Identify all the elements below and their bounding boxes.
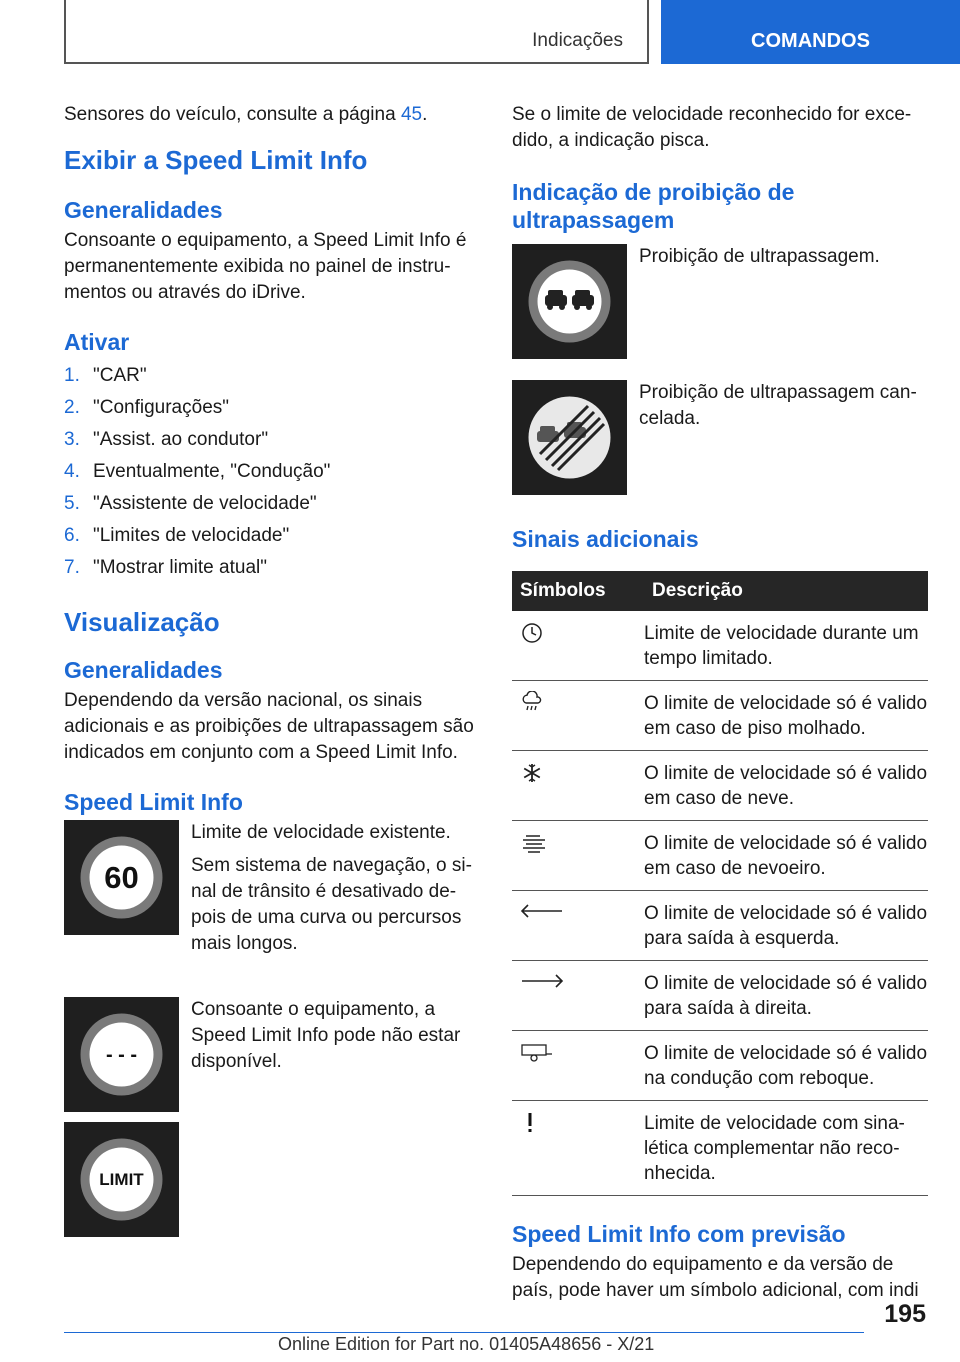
symbol-cell (512, 681, 644, 751)
fig2-text-1: Consoante o equipamento, a Speed Limit Info pode não estar disponível. (191, 999, 461, 1072)
step-text: "Assistente de velocidade" (93, 493, 317, 514)
step-item (64, 456, 478, 488)
symbol-cell (512, 891, 644, 961)
page-number: 195 (884, 1300, 926, 1328)
overtaking-ban-image (512, 244, 627, 359)
intro-end: . (422, 104, 428, 125)
description-cell: Limite de velocidade com sinalética complementar não reconhecida. (644, 1101, 928, 1196)
symbol-cell (512, 1101, 644, 1196)
table-row (512, 611, 928, 681)
col-description-header: Descrição (644, 571, 928, 611)
figure-row-overtake (512, 244, 928, 359)
sign-60-label: 60 (104, 860, 139, 895)
step-number: 6. (64, 525, 80, 546)
header-section-title: Indicações (532, 30, 623, 51)
step-text: "Assist. ao condutor" (93, 429, 269, 450)
overtake-text: Proibição de ultrapassagem. (639, 246, 880, 267)
symbol-cell (512, 821, 644, 891)
arrow-left-icon (520, 901, 564, 921)
general-1-text: Consoante o equipamento, a Speed Limit Info é permanentemente exibida no painel de instrumentos ou através do iDrive. (64, 230, 467, 303)
heading-speed-limit-info: Speed Limit Info (64, 789, 243, 815)
step-item (64, 488, 478, 520)
right-column (512, 102, 928, 1304)
table-row (512, 1031, 928, 1101)
description-cell: O limite de velocidade só é valido em caso de piso molhado. (644, 681, 928, 751)
step-number: 4. (64, 461, 80, 482)
table-row (512, 891, 928, 961)
arrow-right-icon (520, 971, 564, 991)
step-text: "Configurações" (93, 397, 230, 418)
figure-row-overtake-cancel (512, 380, 928, 495)
heading-additional-signs: Sinais adicionais (512, 526, 699, 552)
table-header-row (512, 571, 928, 611)
table-row (512, 681, 928, 751)
heading-view: Visualização (64, 607, 220, 637)
sign-stack (64, 997, 179, 1237)
snowflake-icon (520, 761, 544, 785)
table-row (512, 1101, 928, 1196)
step-number: 1. (64, 365, 80, 386)
step-text: "CAR" (93, 365, 147, 386)
figure-row-60 (64, 820, 478, 957)
description-cell: O limite de velocidade só é valido para saída à esquerda. (644, 891, 928, 961)
step-item (64, 552, 478, 584)
overtaking-ban-cancel-image (512, 380, 627, 495)
table-row (512, 961, 928, 1031)
symbol-cell (512, 961, 644, 1031)
description-cell: O limite de velocidade só é valido em caso de nevoeiro. (644, 821, 928, 891)
step-number: 7. (64, 557, 80, 578)
figure-60-caption (179, 820, 478, 957)
footer-edition: Online Edition for Part no. 01405A48656 - X/21 (278, 1334, 655, 1354)
trailer-icon (520, 1041, 554, 1065)
exclamation-icon (520, 1111, 540, 1135)
speed-sign-dash-icon (64, 997, 179, 1112)
header-section-box (64, 0, 649, 64)
description-cell: O limite de velocidade só é valido na condução com reboque. (644, 1031, 928, 1101)
clock-icon (520, 621, 544, 645)
overtake-caption (627, 244, 880, 359)
step-text: "Mostrar limite atual" (93, 557, 267, 578)
page-link[interactable]: 45 (400, 104, 423, 125)
speed-sign-limit-icon (64, 1122, 179, 1237)
activation-steps (64, 360, 478, 584)
overtake-cancel-text: Proibição de ultrapassagem cancelada. (639, 382, 917, 429)
speed-limit-dash-image (64, 997, 179, 1112)
heading-overtaking-ban: Indicação de proibição de ultrapassagem (512, 179, 795, 233)
heading-activate: Ativar (64, 329, 130, 355)
symbol-cell (512, 611, 644, 681)
heading-general-1: Generalidades (64, 197, 223, 223)
sign-limit-label: LIMIT (99, 1170, 144, 1189)
col-symbols-header: Símbolos (512, 571, 644, 611)
heading-forecast: Speed Limit Info com previsão (512, 1221, 846, 1247)
fig1-text-1: Limite de velocidade existente. (191, 822, 451, 843)
intro-paragraph (64, 102, 478, 128)
figure-row-unavailable (64, 997, 478, 1237)
step-item (64, 360, 478, 392)
speed-limit-limit-image (64, 1122, 179, 1237)
step-item (64, 392, 478, 424)
general-2-text: Dependendo da versão nacional, os sinais adicionais e as proibições de ultrapassagem são indicados em conjunto com a Speed Limit Info. (64, 690, 474, 763)
description-cell: O limite de velocidade só é valido em caso de neve. (644, 751, 928, 821)
step-number: 2. (64, 397, 80, 418)
figure-unavailable-caption (179, 997, 478, 1237)
end-no-overtaking-icon (512, 380, 627, 495)
heading-show-sli: Exibir a Speed Limit Info (64, 145, 368, 175)
no-overtaking-icon (512, 244, 627, 359)
step-number: 5. (64, 493, 80, 514)
description-cell: O limite de velocidade só é valido para saída à direita. (644, 961, 928, 1031)
symbol-cell (512, 1031, 644, 1101)
step-text: "Limites de velocidade" (93, 525, 290, 546)
intro-text: Sensores do veículo, consulte a página (64, 104, 401, 125)
speed-limit-60-image (64, 820, 179, 935)
exceed-text: Se o limite de velocidade reconhecido for excedido, a indicação pisca. (512, 104, 912, 151)
heading-general-2: Generalidades (64, 657, 223, 683)
step-item (64, 424, 478, 456)
table-row (512, 821, 928, 891)
speed-sign-60-icon (64, 820, 179, 935)
step-item (64, 520, 478, 552)
symbol-cell (512, 751, 644, 821)
header-chapter-tab[interactable]: COMANDOS (661, 0, 960, 64)
forecast-text: Dependendo do equipamento e da versão de país, pode haver um símbolo adicional, com indi (512, 1254, 919, 1301)
description-cell: Limite de velocidade durante um tempo limitado. (644, 611, 928, 681)
step-number: 3. (64, 429, 80, 450)
rain-icon (520, 691, 544, 715)
table-row (512, 751, 928, 821)
fig1-text-2: Sem sistema de navegação, o sinal de trânsito é desativado depois de uma curva ou percursos mais longos. (191, 855, 472, 954)
sign-dash-label: - - - (105, 1044, 138, 1066)
footer-divider (64, 1332, 864, 1333)
step-text: Eventualmente, "Condução" (93, 461, 331, 482)
left-column (64, 102, 478, 1237)
overtake-cancel-caption (627, 380, 928, 495)
fog-icon (520, 831, 548, 855)
additional-signs-table (512, 571, 928, 1196)
